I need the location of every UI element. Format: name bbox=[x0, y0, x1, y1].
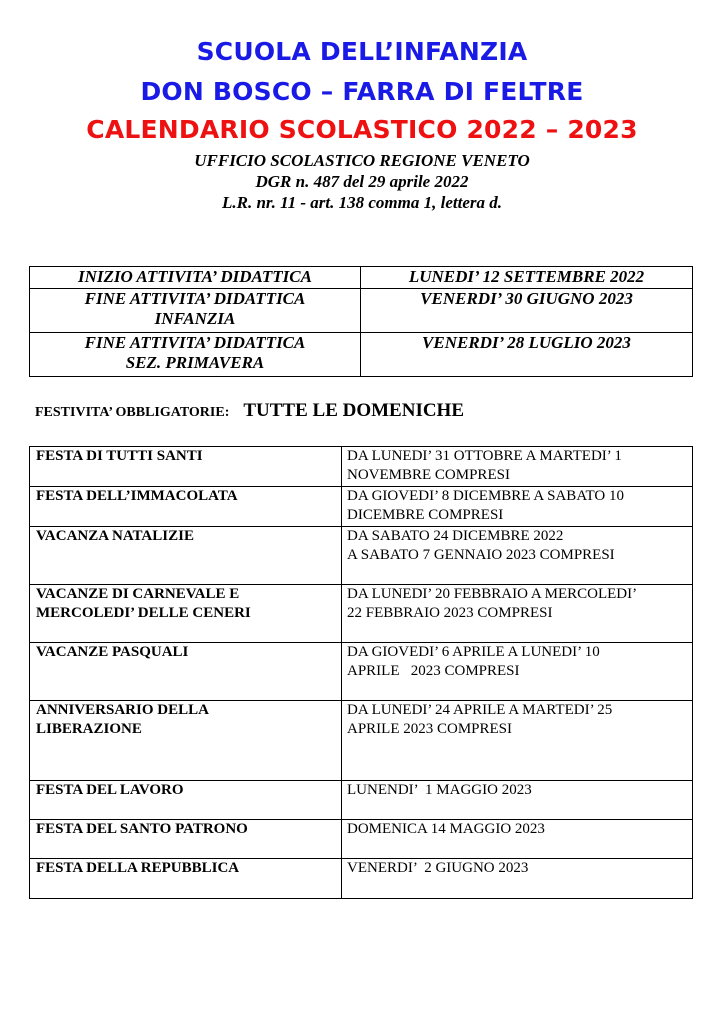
school-location: DON BOSCO – FARRA DI FELTRE bbox=[140, 77, 584, 106]
holiday-name-line: FESTA DEL LAVORO bbox=[36, 782, 184, 798]
holiday-period bbox=[342, 527, 693, 585]
holiday-period-line: DA SABATO 24 DICEMBRE 2022 bbox=[347, 528, 564, 544]
holiday-period bbox=[342, 447, 693, 487]
activity-label bbox=[30, 267, 361, 289]
holiday-period-line: APRILE 2023 COMPRESI bbox=[347, 663, 520, 679]
holiday-period-line: DA GIOVEDI’ 8 DICEMBRE A SABATO 10 bbox=[347, 488, 624, 504]
table-row bbox=[30, 585, 693, 643]
holiday-name bbox=[30, 527, 342, 585]
holiday-name-line: VACANZA NATALIZIE bbox=[36, 528, 194, 544]
mandatory-holidays-line bbox=[35, 400, 464, 422]
activity-label-line: FINE ATTIVITA’ DIDATTICA bbox=[84, 289, 306, 308]
holiday-name-line: FESTA DEL SANTO PATRONO bbox=[36, 821, 248, 837]
holiday-name bbox=[30, 447, 342, 487]
holiday-name bbox=[30, 820, 342, 859]
holiday-period bbox=[342, 781, 693, 820]
table-row bbox=[30, 487, 693, 527]
office-subtitle: UFFICIO SCOLASTICO REGIONE VENETO bbox=[194, 151, 530, 170]
holiday-period bbox=[342, 859, 693, 899]
holiday-name-line: LIBERAZIONE bbox=[36, 721, 142, 737]
holiday-name bbox=[30, 781, 342, 820]
table-row bbox=[30, 289, 693, 333]
law-subtitle: L.R. nr. 11 - art. 138 comma 1, lettera d. bbox=[221, 193, 503, 212]
holiday-period bbox=[342, 487, 693, 527]
holiday-period-line: DICEMBRE COMPRESI bbox=[347, 507, 504, 523]
activity-date bbox=[361, 289, 693, 333]
activity-label-line: FINE ATTIVITA’ DIDATTICA bbox=[84, 333, 306, 352]
holiday-name-line: VACANZE DI CARNEVALE E bbox=[36, 586, 240, 602]
holidays-table bbox=[29, 446, 693, 899]
holiday-period bbox=[342, 701, 693, 781]
holiday-period-line: DA GIOVEDI’ 6 APRILE A LUNEDI’ 10 bbox=[347, 644, 600, 660]
calendar-title: CALENDARIO SCOLASTICO 2022 – 2023 bbox=[86, 115, 638, 144]
holiday-name bbox=[30, 643, 342, 701]
activity-dates-table bbox=[29, 266, 693, 377]
mandatory-holidays-label: FESTIVITA’ OBBLIGATORIE: bbox=[35, 405, 230, 420]
holiday-period bbox=[342, 820, 693, 859]
activity-label-line: INIZIO ATTIVITA’ DIDATTICA bbox=[78, 267, 312, 286]
table-row bbox=[30, 333, 693, 377]
holiday-period-line: DOMENICA 14 MAGGIO 2023 bbox=[347, 821, 545, 837]
holiday-name-line: FESTA DELL’IMMACOLATA bbox=[36, 488, 238, 504]
holiday-period-line: VENERDI’ 2 GIUGNO 2023 bbox=[347, 860, 529, 876]
table-row bbox=[30, 447, 693, 487]
holiday-name-line: ANNIVERSARIO DELLA bbox=[36, 702, 209, 718]
holiday-name-line: VACANZE PASQUALI bbox=[36, 644, 189, 660]
holiday-name bbox=[30, 701, 342, 781]
holiday-name-line: FESTA DELLA REPUBBLICA bbox=[36, 860, 240, 876]
table-row bbox=[30, 859, 693, 899]
activity-label-line: SEZ. PRIMAVERA bbox=[125, 353, 265, 372]
activity-label bbox=[30, 289, 361, 333]
activity-label-line: INFANZIA bbox=[154, 309, 236, 328]
holiday-period-line: 22 FEBBRAIO 2023 COMPRESI bbox=[347, 605, 553, 621]
holiday-period-line: NOVEMBRE COMPRESI bbox=[347, 467, 510, 483]
holiday-name-line: FESTA DI TUTTI SANTI bbox=[36, 448, 203, 464]
table-row bbox=[30, 643, 693, 701]
dgr-subtitle: DGR n. 487 del 29 aprile 2022 bbox=[255, 172, 469, 191]
activity-date bbox=[361, 333, 693, 377]
mandatory-holidays-value: TUTTE LE DOMENICHE bbox=[243, 400, 465, 421]
school-name: SCUOLA DELL’INFANZIA bbox=[196, 37, 528, 66]
holiday-period bbox=[342, 643, 693, 701]
holiday-period bbox=[342, 585, 693, 643]
table-row bbox=[30, 527, 693, 585]
holiday-period-line: DA LUNEDI’ 24 APRILE A MARTEDI’ 25 bbox=[347, 702, 613, 718]
holiday-period-line: DA LUNEDI’ 20 FEBBRAIO A MERCOLEDI’ bbox=[347, 586, 638, 602]
activity-date-text: VENERDI’ 28 LUGLIO 2023 bbox=[422, 333, 631, 352]
activity-date-text: VENERDI’ 30 GIUGNO 2023 bbox=[420, 289, 633, 308]
holiday-period-line: APRILE 2023 COMPRESI bbox=[347, 721, 513, 737]
holiday-name bbox=[30, 585, 342, 643]
holiday-name bbox=[30, 487, 342, 527]
table-row bbox=[30, 267, 693, 289]
activity-date-text: LUNEDI’ 12 SETTEMBRE 2022 bbox=[408, 267, 645, 286]
holiday-period-line: LUNENDI’ 1 MAGGIO 2023 bbox=[347, 782, 532, 798]
activity-date bbox=[361, 267, 693, 289]
holiday-name-line: MERCOLEDI’ DELLE CENERI bbox=[36, 605, 251, 621]
table-row bbox=[30, 701, 693, 781]
table-row bbox=[30, 781, 693, 820]
activity-label bbox=[30, 333, 361, 377]
table-row bbox=[30, 820, 693, 859]
holiday-period-line: A SABATO 7 GENNAIO 2023 COMPRESI bbox=[347, 547, 615, 563]
holiday-name bbox=[30, 859, 342, 899]
holiday-period-line: DA LUNEDI’ 31 OTTOBRE A MARTEDI’ 1 bbox=[347, 448, 622, 464]
